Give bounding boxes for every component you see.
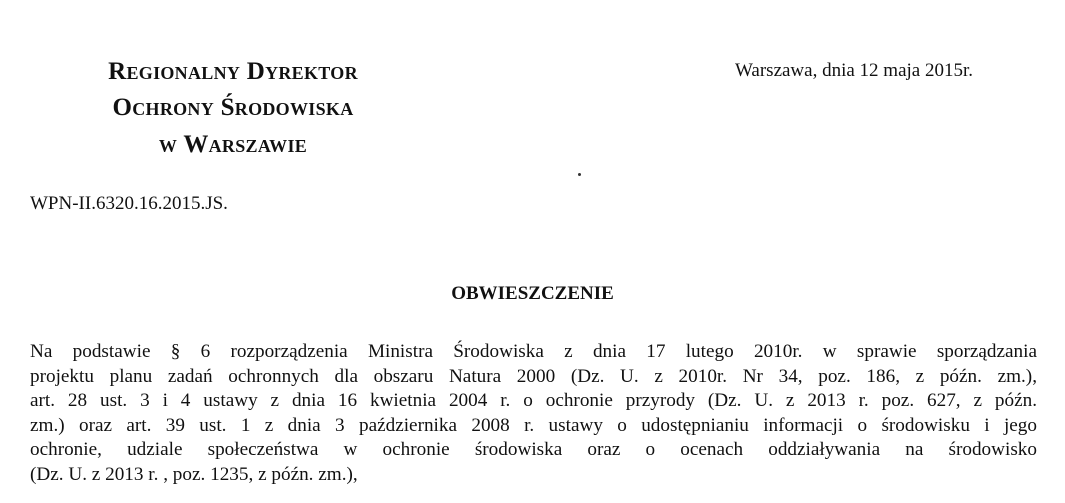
body-line: Na podstawie § 6 rozporządzenia Ministra Środowiska z dnia 17 lutego 2010r. w sprawie sporządzania [30,341,1037,362]
document-body [30,340,1037,487]
document-title: OBWIESZCZENIE [451,283,614,304]
scan-speck [578,173,581,176]
body-line: zm.) oraz art. 39 ust. 1 z dnia 3 października 2008 r. ustawy o udostępnianiu informacji o środowisku i jego [30,414,1037,436]
body-line: projektu planu zadań ochronnych dla obszaru Natura 2000 (Dz. U. z 2010r. Nr 34, poz. 186, z późn. zm.), [30,365,1037,387]
document-date: Warszawa, dnia 12 maja 2015r. [735,60,974,81]
authority-line-3: w Warszawie [158,131,308,158]
reference-number: WPN-II.6320.16.2015.JS. [30,193,228,214]
authority-line-2: Ochrony Środowiska [112,94,354,121]
body-line: ochronie, udziale społeczeństwa w ochronie środowiska oraz o ocenach oddziaływania na środowisko [30,439,1037,460]
body-line: art. 28 ust. 3 i 4 ustawy z dnia 16 kwietnia 2004 r. o ochronie przyrody (Dz. U. z 2013 r. poz. 627, z późn. [30,390,1037,411]
authority-line-1: Regionalny Dyrektor [108,58,358,85]
body-line: (Dz. U. z 2013 r. , poz. 1235, z późn. zm.), [30,463,358,485]
